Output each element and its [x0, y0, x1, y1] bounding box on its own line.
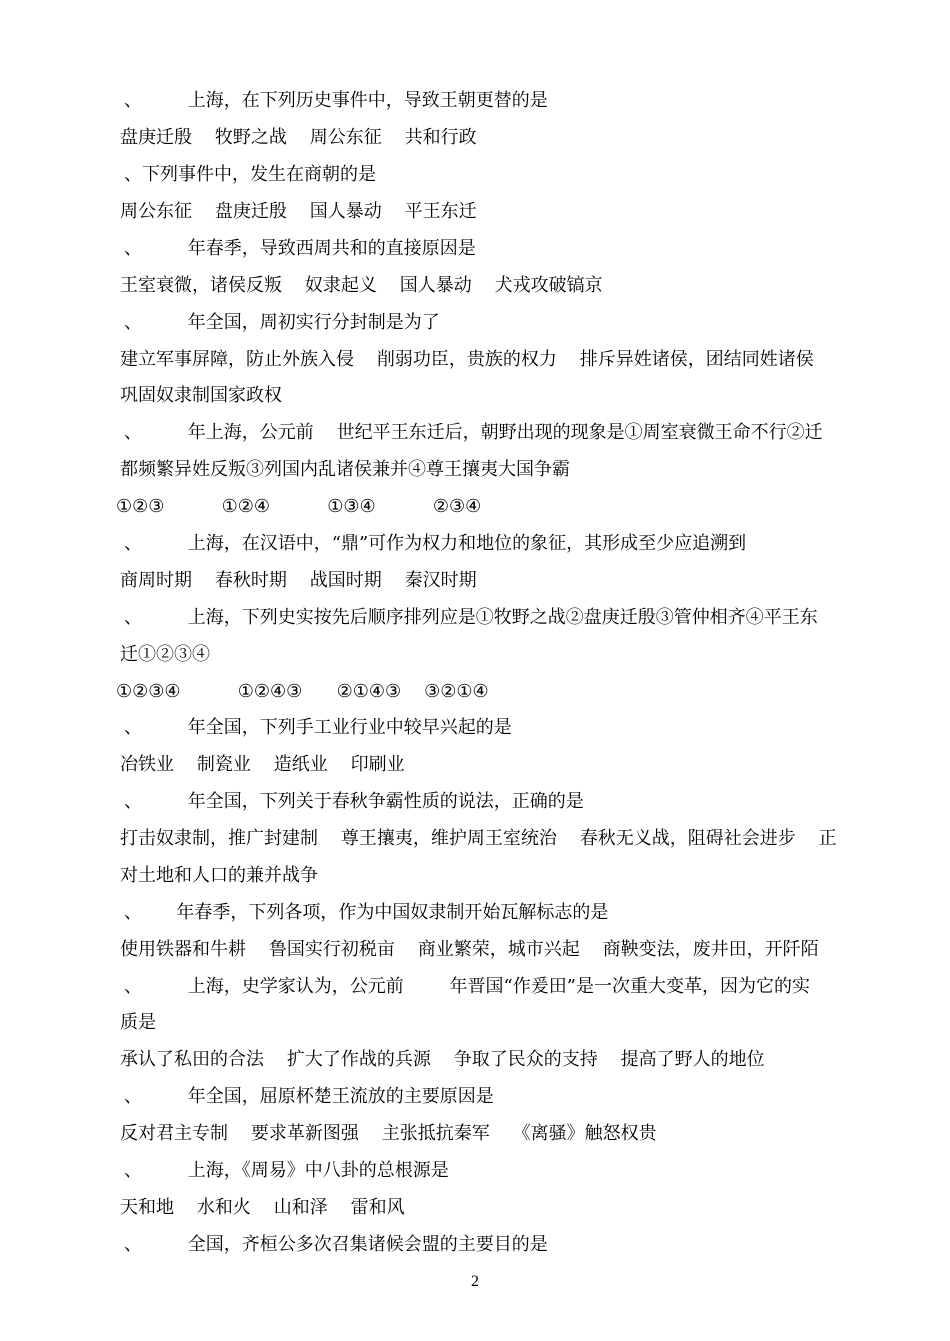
- page-number: 2: [471, 1273, 479, 1290]
- question-5-stem: 、 年上海，公元前 世纪平王东迁后，朝野出现的现象是①周室衰微王命不行②迁: [124, 422, 823, 443]
- question-7-options: ①②③④ ①②④③ ②①④③ ③②①④: [116, 681, 489, 702]
- question-11-stem-continued: 质是: [120, 1012, 156, 1033]
- question-12-stem: 、 年全国，屈原杯楚王流放的主要原因是: [124, 1086, 494, 1107]
- question-2-stem: 、下列事件中，发生在商朝的是: [124, 164, 376, 185]
- question-6-stem: 、 上海，在汉语中，“鼎”可作为权力和地位的象征，其形成至少应追溯到: [124, 533, 747, 554]
- question-4-options: 建立军事屏障，防止外族入侵 削弱功臣，贵族的权力 排斥异姓诸侯，团结同姓诸侯: [120, 349, 814, 370]
- question-4-options-continued: 巩固奴隶制国家政权: [120, 385, 282, 406]
- question-11-stem: 、 上海，史学家认为，公元前 年晋国“作爰田”是一次重大变革，因为它的实: [124, 976, 810, 997]
- question-10-options: 使用铁器和牛耕 鲁国实行初税亩 商业繁荣，城市兴起 商鞅变法，废井田，开阡陌: [120, 939, 819, 960]
- question-5-options: ①②③ ①②④ ①③④ ②③④: [116, 496, 482, 517]
- question-2-options: 周公东征 盘庚迁殷 国人暴动 平王东迁: [120, 201, 477, 222]
- question-13-options: 天和地 水和火 山和泽 雷和风: [120, 1197, 405, 1218]
- question-3-options: 王室衰微，诸侯反叛 奴隶起义 国人暴动 犬戎攻破镐京: [120, 275, 603, 296]
- question-9-options-continued: 对土地和人口的兼并战争: [120, 865, 318, 886]
- question-9-options: 打击奴隶制，推广封建制 尊王攘夷，维护周王室统治 春秋无义战，阻碍社会进步 正: [120, 828, 837, 849]
- question-14-stem: 、 全国，齐桓公多次召集诸候会盟的主要目的是: [124, 1234, 548, 1255]
- question-13-stem: 、 上海，《周易》中八卦的总根源是: [124, 1160, 449, 1181]
- question-7-stem-continued: 迁①②③④: [120, 644, 210, 665]
- question-4-stem: 、 年全国，周初实行分封制是为了: [124, 312, 440, 333]
- question-1-stem: 、 上海，在下列历史事件中，导致王朝更替的是: [124, 90, 548, 111]
- question-6-options: 商周时期 春秋时期 战国时期 秦汉时期: [120, 570, 477, 591]
- question-9-stem: 、 年全国，下列关于春秋争霸性质的说法，正确的是: [124, 791, 584, 812]
- question-8-options: 冶铁业 制瓷业 造纸业 印刷业: [120, 754, 405, 775]
- question-1-options: 盘庚迁殷 牧野之战 周公东征 共和行政: [120, 127, 477, 148]
- question-8-stem: 、 年全国，下列手工业行业中较早兴起的是: [124, 717, 512, 738]
- question-5-stem-continued: 都频繁异姓反叛③列国内乱诸侯兼并④尊王攘夷大国争霸: [120, 459, 570, 480]
- question-3-stem: 、 年春季，导致西周共和的直接原因是: [124, 238, 476, 259]
- question-12-options: 反对君主专制 要求革新图强 主张抵抗秦军 《离骚》触怒权贵: [120, 1123, 657, 1144]
- question-10-stem: 、 年春季，下列各项，作为中国奴隶制开始瓦解标志的是: [124, 902, 609, 923]
- question-7-stem: 、 上海，下列史实按先后顺序排列应是①牧野之战②盘庚迁殷③管仲相齐④平王东: [124, 607, 818, 628]
- question-11-options: 承认了私田的合法 扩大了作战的兵源 争取了民众的支持 提高了野人的地位: [120, 1049, 765, 1070]
